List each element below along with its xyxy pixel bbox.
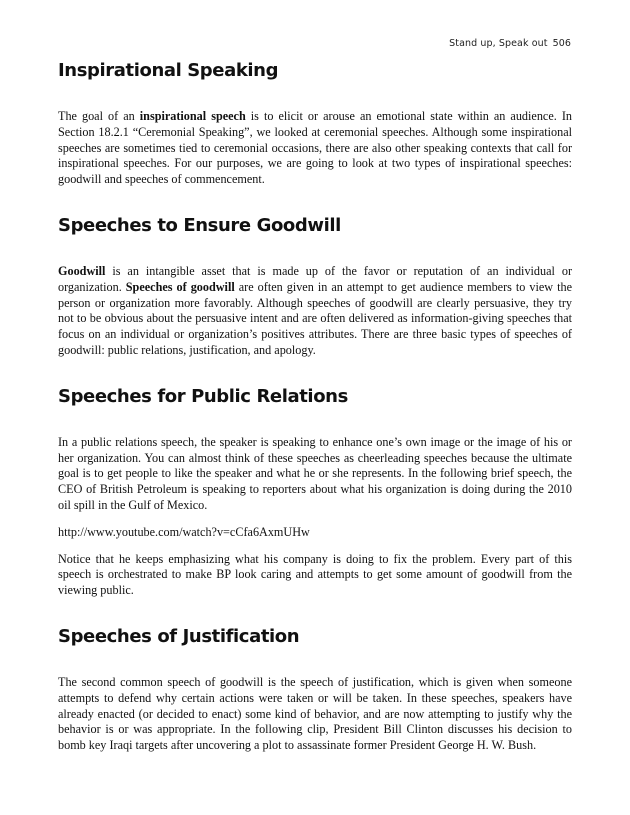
page-number: 506 bbox=[552, 38, 571, 49]
video-url-link[interactable]: http://www.youtube.com/watch?v=cCfa6AxmUHw bbox=[58, 524, 310, 539]
text-run: is an intangible asset that is made up of the favor or reputation of an individual or organization. bbox=[58, 263, 572, 294]
paragraph-goodwill bbox=[58, 264, 572, 359]
paragraph-public-relations: In a public relations speech, the speaker is speaking to enhance one’s own image or the image of his or her organization. You can almost think of these speeches as cheerleading speeches because the ultimate goal is to get people to like the speaker and what he or she represents. In the following brief speech, the CEO of British Petroleum is speaking to reporters about what his organization is doing during the 2010 oil spill in the Gulf of Mexico. bbox=[58, 434, 572, 512]
paragraph-inspirational bbox=[58, 109, 572, 188]
heading-public-relations: Speeches for Public Relations bbox=[58, 385, 348, 407]
term-inspirational-speech: inspirational speech bbox=[139, 109, 246, 123]
text-run: is to elicit or arouse an emotional state within an audience. In Section 18.2.1 “Ceremonial Speaking”, we looked at ceremonial speeches. Although some inspirational speeches are sometimes tied to ceremonial occasions, there are also other speaking contexts that call for inspirational speeches. For our purposes, we are going to look at two types of inspirational speeches: goodwill and speeches of commencement. bbox=[58, 109, 572, 187]
running-header bbox=[449, 38, 571, 49]
paragraph-justification: The second common speech of goodwill is the speech of justification, which is given when someone attempts to defend why certain actions were taken or will be taken. In these speeches, speakers have already enacted (or decided to enact) some kind of behavior, and are now attempting to justify why the behavior is or was appropriate. In the following clip, President Bill Clinton discusses his decision to bomb key Iraqi targets after uncovering a plot to assassinate former President George H. W. Bush. bbox=[58, 674, 572, 753]
text-run: The goal of an bbox=[58, 109, 140, 123]
term-speeches-of-goodwill: Speeches of goodwill bbox=[125, 279, 235, 294]
paragraph-public-relations-notice: Notice that he keeps emphasizing what his company is doing to fix the problem. Every part of this speech is orchestrated to make BP look caring and attempts to get some amount of goodwill from the viewing public. bbox=[58, 551, 572, 598]
heading-inspirational-speaking: Inspirational Speaking bbox=[58, 60, 279, 81]
term-goodwill: Goodwill bbox=[58, 263, 106, 278]
page-content bbox=[58, 58, 572, 754]
text-run: are often given in an attempt to get audience members to view the person or organization more favorably. Although speeches of goodwill are clearly persuasive, they try not to be obvious about the persuasive intent and are often delivered as information-giving speeches that focus on an individual or organization’s positives attributes. There are three basic types of speeches of goodwill: public relations, justification, and apology. bbox=[58, 279, 573, 357]
book-title: Stand up, Speak out bbox=[449, 38, 548, 49]
heading-justification: Speeches of Justification bbox=[58, 625, 300, 647]
heading-speeches-goodwill: Speeches to Ensure Goodwill bbox=[58, 214, 341, 236]
